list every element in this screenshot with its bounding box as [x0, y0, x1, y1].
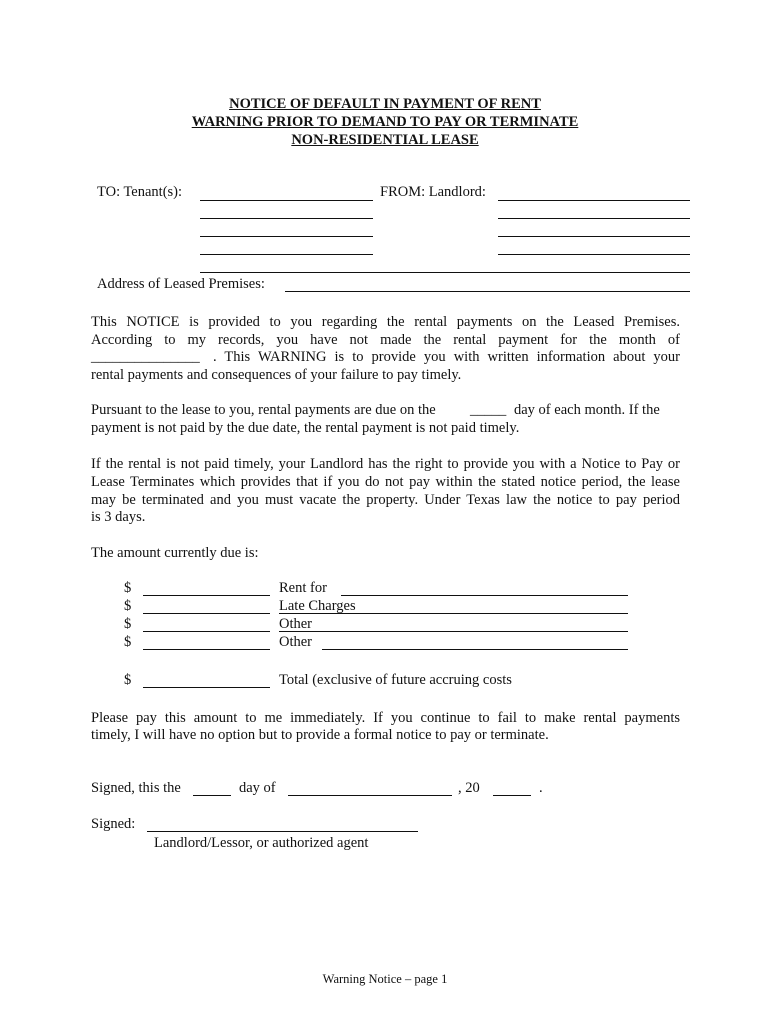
title-line-3: NON-RESIDENTIAL LEASE: [291, 132, 479, 148]
late-charges-label: Late Charges: [279, 598, 356, 614]
rent-for-field[interactable]: [341, 595, 628, 596]
amount-field-other-1[interactable]: [143, 631, 270, 632]
other-label-2: Other: [279, 634, 313, 650]
amount-field-other-2[interactable]: [143, 649, 270, 650]
p2-line-1a: Pursuant to the lease to you, rental payments are due on the: [91, 402, 436, 418]
p1-month-blank[interactable]: _______________: [91, 349, 200, 365]
from-landlord-label: FROM: Landlord:: [380, 184, 486, 200]
other-field-2[interactable]: [322, 649, 628, 650]
day-field[interactable]: [193, 795, 231, 796]
p1-line-2: According to my records, you have not made the rental payment for the month of: [91, 332, 680, 348]
year-prefix: , 20: [458, 780, 480, 796]
closing-line-1: Please pay this amount to me immediately. If you continue to fail to make rental payments: [91, 710, 680, 726]
closing-line-2: timely, I will have no option but to provide a formal notice to pay or terminate.: [91, 727, 549, 743]
p1-line-3: . This WARNING is to provide you with written information about your: [213, 349, 680, 365]
tenant-field-2[interactable]: [200, 218, 373, 219]
to-tenant-label: TO: Tenant(s):: [97, 184, 183, 200]
period: .: [539, 780, 543, 796]
signer-caption: Landlord/Lessor, or authorized agent: [154, 835, 369, 851]
title-line-2: WARNING PRIOR TO DEMAND TO PAY OR TERMINATE: [191, 114, 579, 130]
p1-line-4: rental payments and consequences of your failure to pay timely.: [91, 367, 462, 383]
year-field[interactable]: [493, 795, 531, 796]
amount-field-late[interactable]: [143, 613, 270, 614]
rent-for-label: Rent for: [279, 580, 327, 596]
p3-line-4: is 3 days.: [91, 509, 146, 525]
tenant-field-4[interactable]: [200, 254, 373, 255]
other-field-1[interactable]: [279, 631, 628, 632]
dollar-sign: $: [124, 580, 132, 596]
p2-line-2: payment is not paid by the due date, the rental payment is not paid timely.: [91, 420, 520, 436]
tenant-field-3[interactable]: [200, 236, 373, 237]
address-field-1[interactable]: [200, 272, 690, 273]
page-footer: Warning Notice – page 1: [322, 972, 448, 986]
landlord-field-3[interactable]: [498, 236, 690, 237]
month-field[interactable]: [288, 795, 452, 796]
signed-label: Signed:: [91, 816, 136, 832]
p2-day-blank[interactable]: _____: [470, 402, 507, 418]
total-label: Total (exclusive of future accruing costs: [279, 672, 512, 688]
dollar-sign: $: [124, 616, 132, 632]
amount-field-rent[interactable]: [143, 595, 270, 596]
p3-line-2: Lease Terminates which provides that if you do not pay within the stated notice period, the lease: [91, 474, 680, 490]
landlord-field-2[interactable]: [498, 218, 690, 219]
late-charges-field[interactable]: [279, 613, 628, 614]
p1-line-1: This NOTICE is provided to you regarding the rental payments on the Leased Premises.: [91, 314, 680, 330]
landlord-field-4[interactable]: [498, 254, 690, 255]
dollar-sign: $: [124, 634, 132, 650]
signature-field[interactable]: [147, 831, 418, 832]
dollar-sign: $: [124, 672, 132, 688]
p2-line-1b: day of each month. If the: [514, 402, 660, 418]
address-field-2[interactable]: [285, 291, 690, 292]
p3-line-3: may be terminated and you must vacate the property. Under Texas law the notice to pay period: [91, 492, 680, 508]
p3-line-1: If the rental is not paid timely, your Landlord has the right to provide you with a Notice to Pay or: [91, 456, 680, 472]
dollar-sign: $: [124, 598, 132, 614]
title-line-1: NOTICE OF DEFAULT IN PAYMENT OF RENT: [229, 96, 541, 112]
landlord-field-1[interactable]: [498, 200, 690, 201]
address-label: Address of Leased Premises:: [97, 276, 265, 292]
signed-this-label: Signed, this the: [91, 780, 181, 796]
amount-intro: The amount currently due is:: [91, 545, 259, 561]
tenant-field-1[interactable]: [200, 200, 373, 201]
amount-field-total[interactable]: [143, 687, 270, 688]
other-label-1: Other: [279, 616, 313, 632]
day-of-label: day of: [239, 780, 276, 796]
